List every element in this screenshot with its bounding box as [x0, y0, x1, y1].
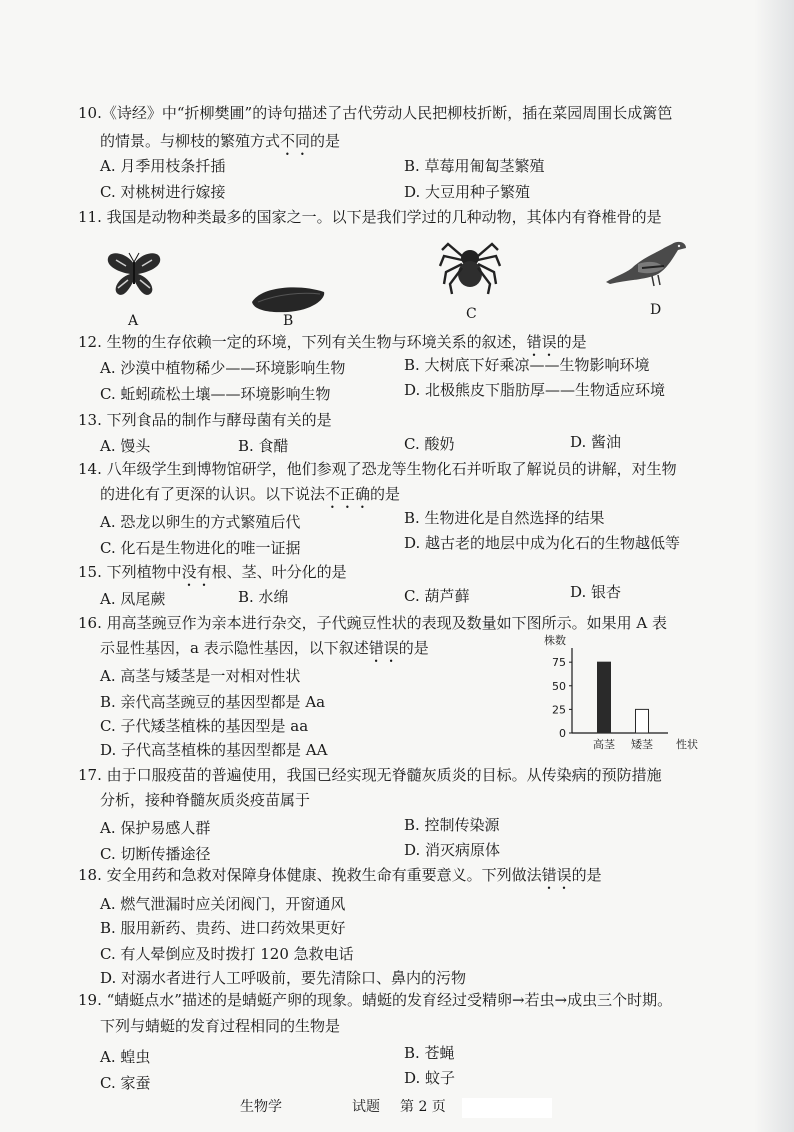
q12-option-c: C. 蚯蚓疏松土壤——环境影响生物: [100, 385, 331, 403]
q10-stem-text: 的情景。与柳枝的繁殖方式: [100, 132, 281, 150]
q15-option-c: C. 葫芦藓: [404, 587, 470, 605]
q18-emphasis: 错误: [541, 866, 572, 884]
chart-x-axis-label: 性状: [676, 738, 698, 751]
chart-y-tick-label: 25: [552, 703, 566, 717]
q15-option-b: B. 水绵: [238, 588, 289, 606]
q10-emphasis: 不同: [280, 132, 311, 150]
footer-subject: 生物学: [240, 1099, 282, 1115]
mussel-image: [248, 284, 328, 314]
q19-option-d: D. 蚊子: [404, 1069, 456, 1087]
q14-stem-line1: 14. 八年级学生到博物馆研学，他们参观了恐龙等生物化石并听取了解说员的讲解，对生物: [78, 460, 677, 478]
q18-stem-text: 18. 安全用药和急救对保障身体健康、挽救生命有重要意义。下列做法: [78, 866, 542, 884]
q14-stem-tail: 的是: [370, 485, 401, 503]
chart-y-tick-label: 75: [552, 656, 566, 670]
q15-stem-tail: 根、茎、叶分化的是: [211, 563, 347, 581]
q18-option-c: C. 有人晕倒应及时拨打 120 急救电话: [100, 945, 354, 963]
chart-category-label: 矮茎: [631, 738, 653, 751]
q11-label-b: B: [283, 313, 294, 329]
q10-stem-line1: 10.《诗经》中“折柳樊圃”的诗句描述了古代劳动人民把柳枝折断，插在菜园周围长成篱笆: [78, 104, 673, 122]
q11-label-d: D: [650, 302, 662, 318]
chart-y-tick-label: 0: [559, 727, 566, 740]
q14-option-b: B. 生物进化是自然选择的结果: [404, 509, 605, 527]
q15-option-d: D. 银杏: [570, 583, 622, 601]
q13-option-a: A. 馒头: [100, 437, 151, 455]
q14-option-c: C. 化石是生物进化的唯一证据: [100, 539, 301, 557]
q12-stem-text: 12. 生物的生存依赖一定的环境，下列有关生物与环境关系的叙述，: [78, 333, 527, 351]
q12-option-d: D. 北极熊皮下脂肪厚——生物适应环境: [404, 381, 666, 399]
q16-stem-tail: 的是: [398, 639, 429, 657]
pea-trait-bar-chart: [538, 630, 718, 760]
chart-y-tick-label: 50: [552, 679, 566, 693]
q16-emphasis: 错误: [368, 639, 399, 657]
q17-stem-line2: 分析，接种脊髓灰质炎疫苗属于: [100, 791, 311, 809]
q11-label-c: C: [466, 306, 477, 322]
q17-option-c: C. 切断传播途径: [100, 845, 211, 863]
q16-option-a: A. 高茎与矮茎是一对相对性状: [100, 667, 301, 685]
q17-option-d: D. 消灭病原体: [404, 841, 501, 859]
chart-bar-2: [636, 709, 649, 733]
q12-emphasis: 错误: [526, 333, 557, 351]
q11-stem: 11. 我国是动物种类最多的国家之一。以下是我们学过的几种动物，其体内有脊椎骨的是: [78, 208, 662, 226]
q13-option-c: C. 酸奶: [404, 435, 455, 453]
chart-bar-1: [598, 662, 611, 733]
butterfly-image: [104, 250, 164, 300]
q17-stem-line1: 17. 由于口服疫苗的普遍使用，我国已经实现无脊髓灰质炎的目标。从传染病的预防措施: [78, 766, 662, 784]
footer-page-number: 第 2 页: [400, 1099, 446, 1115]
q14-option-a: A. 恐龙以卵生的方式繁殖后代: [100, 513, 301, 531]
q14-stem-text: 的进化有了更深的认识。以下说法: [100, 485, 326, 503]
q14-stem-line2: [100, 484, 400, 512]
q18-stem-tail: 的是: [571, 866, 602, 884]
q17-option-a: A. 保护易感人群: [100, 819, 211, 837]
q19-option-a: A. 蝗虫: [100, 1048, 151, 1066]
q11-label-a: A: [128, 313, 139, 329]
page-edge-shadow: [754, 0, 794, 1132]
chart-y-axis-label: 株数: [544, 634, 566, 647]
q19-option-c: C. 家蚕: [100, 1074, 151, 1092]
q19-stem-line1: 19. “蜻蜓点水”描述的是蜻蜓产卵的现象。蜻蜓的发育经过受精卵→若虫→成虫三个时期。: [78, 991, 673, 1009]
redaction-block: [462, 1098, 552, 1118]
q18-option-b: B. 服用新药、贵药、进口药效果更好: [100, 919, 346, 937]
q16-option-b: B. 亲代高茎豌豆的基因型都是 Aa: [100, 693, 326, 711]
q10-option-a: A. 月季用枝条扦插: [100, 157, 226, 175]
q16-stem-line2: [100, 638, 429, 666]
q10-stem-line2: [100, 131, 340, 159]
q19-stem-line2: 下列与蜻蜓的发育过程相同的生物是: [100, 1017, 341, 1035]
q19-option-b: B. 苍蝇: [404, 1044, 455, 1062]
q13-option-d: D. 酱油: [570, 433, 622, 451]
q12-option-b: B. 大树底下好乘凉——生物影响环境: [404, 356, 650, 374]
q10-option-c: C. 对桃树进行嫁接: [100, 183, 226, 201]
q15-emphasis: 没有: [181, 563, 212, 581]
q10-stem-tail: 的是: [310, 132, 341, 150]
q16-stem-line1: 16. 用高茎豌豆作为亲本进行杂交，子代豌豆性状的表现及数量如下图所示。如果用 A 表: [78, 614, 667, 632]
q13-option-b: B. 食醋: [238, 437, 289, 455]
q16-option-d: D. 子代高茎植株的基因型都是 AA: [100, 741, 328, 759]
q16-option-c: C. 子代矮茎植株的基因型是 aa: [100, 717, 309, 735]
q15-option-a: A. 凤尾蕨: [100, 590, 166, 608]
spider-image: [438, 236, 502, 298]
q18-option-d: D. 对溺水者进行人工呼吸前，要先清除口、鼻内的污物: [100, 969, 467, 987]
pigeon-image: [602, 234, 690, 292]
q14-emphasis: 不正确: [325, 485, 371, 503]
q17-option-b: B. 控制传染源: [404, 816, 500, 834]
q15-stem-text: 15. 下列植物中: [78, 563, 182, 581]
footer-paper: 试题: [352, 1099, 380, 1115]
q12-stem-tail: 的是: [556, 333, 587, 351]
chart-category-label: 高茎: [593, 738, 615, 751]
q10-option-d: D. 大豆用种子繁殖: [404, 183, 531, 201]
q16-stem-text: 示显性基因，a 表示隐性基因，以下叙述: [100, 639, 369, 657]
q12-option-a: A. 沙漠中植物稀少——环境影响生物: [100, 359, 346, 377]
q15-stem: [78, 562, 347, 590]
q18-option-a: A. 燃气泄漏时应关闭阀门，开窗通风: [100, 895, 346, 913]
q14-option-d: D. 越古老的地层中成为化石的生物越低等: [404, 534, 681, 552]
q10-option-b: B. 草莓用匍匐茎繁殖: [404, 157, 545, 175]
q18-stem: [78, 865, 602, 893]
q13-stem: 13. 下列食品的制作与酵母菌有关的是: [78, 411, 332, 429]
